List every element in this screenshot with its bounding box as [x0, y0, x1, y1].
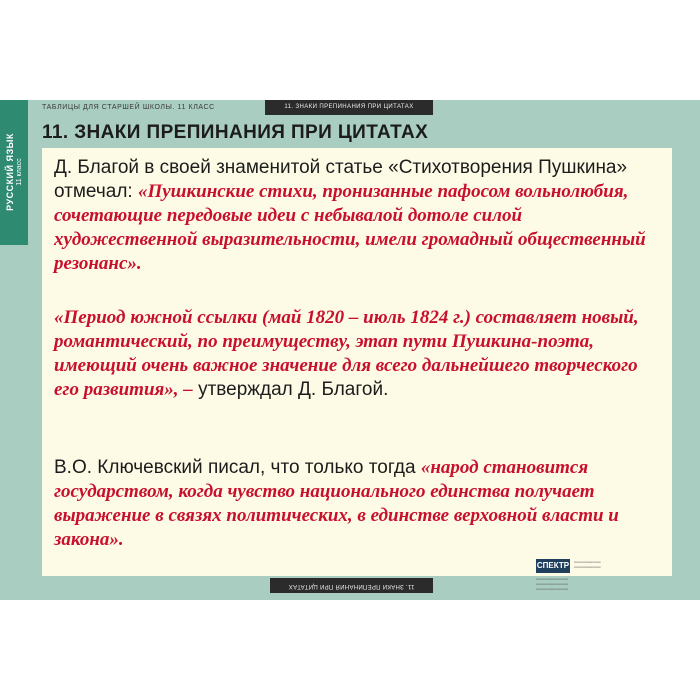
publisher-logo: СПЕКТР: [536, 559, 570, 573]
publisher-fineprint: ▪▪▪▪▪▪▪▪▪▪▪▪▪▪▪▪▪▪▪▪▪▪▪▪▪▪▪▪▪▪: [536, 582, 568, 586]
paragraph-3: [54, 456, 664, 552]
bottom-tab-label: 11. ЗНАКИ ПРЕПИНАНИЯ ПРИ ЦИТАТАХ: [270, 578, 433, 593]
content-panel: [42, 148, 672, 576]
top-tab-label: 11. ЗНАКИ ПРЕПИНАНИЯ ПРИ ЦИТАТАХ: [265, 100, 433, 115]
publisher-fineprint: ▪▪▪▪▪▪▪▪▪▪▪▪▪▪▪▪▪▪▪▪▪▪▪▪▪▪▪▪▪▪: [536, 587, 568, 591]
publisher-block: [536, 559, 666, 599]
subject-name: РУССКИЙ ЯЗЫК: [5, 133, 15, 211]
paragraph-2-tail: утверждал Д. Благой.: [192, 379, 389, 400]
paragraph-2: [54, 306, 664, 402]
poster: [0, 100, 700, 600]
paragraph-3-intro: В.О. Ключевский писал, что только тогда: [54, 457, 421, 478]
subject-grade: 11 класс: [16, 158, 23, 186]
page-title: 11. ЗНАКИ ПРЕПИНАНИЯ ПРИ ЦИТАТАХ: [42, 122, 429, 143]
paragraph-1: [54, 156, 664, 276]
paragraph-1-intro: Д. Благой в своей знаменитой статье «Стихотворения Пушкина» отмечал:: [54, 157, 628, 202]
publisher-fineprint: ▪▪▪▪▪▪▪▪▪▪▪▪▪▪▪▪▪▪▪▪▪▪▪▪▪: [574, 560, 601, 564]
subject-label: [0, 100, 28, 245]
paragraph-2-quote: «Период южной ссылки (май 1820 – июль 1824 г.) составляет новый, романтический, по преимуществу, этап пути Пушкина-поэта, имеющий очень важное значение для всего дальнейшего творческого его развития», –: [54, 307, 639, 400]
paragraph-3-quote: «народ становится государством, когда чувство национального единства получает выражение в связях политических, в единстве верховной власти и закона».: [54, 457, 619, 550]
publisher-fineprint: ▪▪▪▪▪▪▪▪▪▪▪▪▪▪▪▪▪▪▪▪▪▪▪▪▪: [574, 565, 601, 569]
paragraph-1-quote: «Пушкинские стихи, пронизанные пафосом вольнолюбия, сочетающие передовые идеи с небывалой дотоле силой художественной выразительности, имели громадный общественный резонанс».: [54, 181, 646, 274]
series-label: ТАБЛИЦЫ ДЛЯ СТАРШЕЙ ШКОЛЫ. 11 КЛАСС: [42, 104, 215, 111]
publisher-fineprint: ▪▪▪▪▪▪▪▪▪▪▪▪▪▪▪▪▪▪▪▪▪▪▪▪▪▪▪▪▪▪: [536, 577, 568, 581]
